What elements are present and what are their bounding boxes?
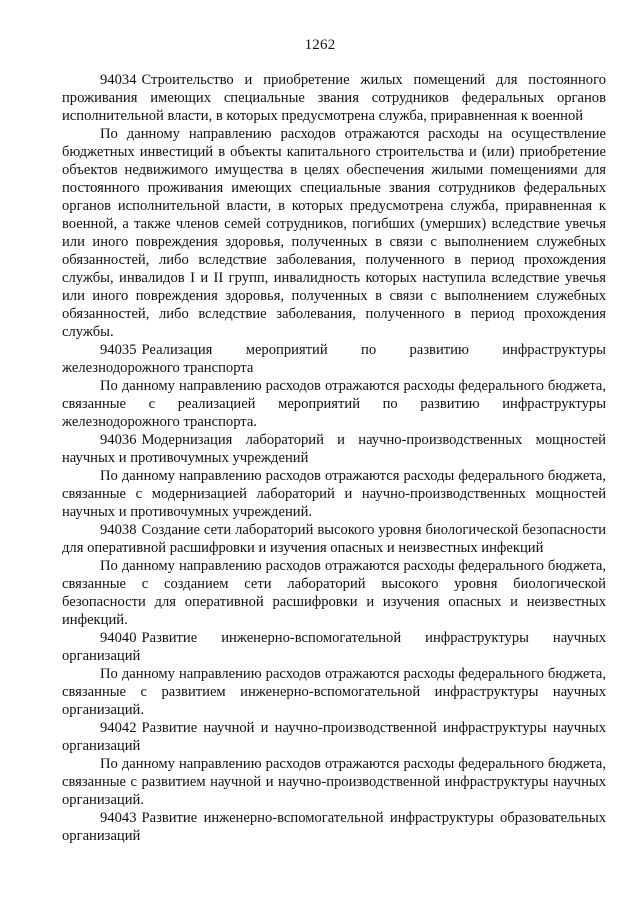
section-title: Развитие научной и научно-производственной инфраструктуры научных организаций xyxy=(62,720,606,754)
section-title: Реализация мероприятий по развитию инфраструктуры железнодорожного транспорта xyxy=(62,342,606,376)
section-heading-94042 xyxy=(62,719,606,755)
section-code: 94040 xyxy=(100,630,137,646)
section-heading-94035 xyxy=(62,341,606,377)
section-code: 94035 xyxy=(100,342,137,358)
section-title: Строительство и приобретение жилых помещений для постоянного проживания имеющих специальные звания сотрудников федеральных органов исполнительной власти, в которых предусмотрена служба, приравненная к военной xyxy=(62,72,606,124)
section-code: 94043 xyxy=(100,810,137,826)
section-title: Создание сети лабораторий высокого уровня биологической безопасности для оперативной расшифровки и изучения опасных и неизвестных инфекций xyxy=(62,522,606,556)
section-title: Модернизация лабораторий и научно-производственных мощностей научных и противочумных учреждений xyxy=(62,432,606,466)
section-description: По данному направлению расходов отражаются расходы федерального бюджета, связанные с развитием инженерно-вспомогательной инфраструктуры научных организаций. xyxy=(62,666,606,718)
page-number: 1262 xyxy=(304,37,336,53)
section-title: Развитие инженерно-вспомогательной инфраструктуры образовательных организаций xyxy=(62,810,606,844)
section-heading-94034 xyxy=(62,71,606,125)
section-code: 94042 xyxy=(100,720,137,736)
section-heading-94038 xyxy=(62,521,606,557)
section-description: По данному направлению расходов отражаются расходы федерального бюджета, связанные с модернизацией лабораторий и научно-производственных мощностей научных и противочумных учреждений. xyxy=(62,468,606,520)
section-heading-94040 xyxy=(62,629,606,665)
document-body xyxy=(62,71,606,845)
section-code: 94038 xyxy=(100,522,137,538)
section-code: 94034 xyxy=(100,72,137,88)
section-code: 94036 xyxy=(100,432,137,448)
section-title: Развитие инженерно-вспомогательной инфраструктуры научных организаций xyxy=(62,630,606,664)
section-heading-94036 xyxy=(62,431,606,467)
section-heading-94043 xyxy=(62,809,606,845)
section-description: По данному направлению расходов отражаются расходы федерального бюджета, связанные с развитием научной и научно-производственной инфраструктуры научных организаций. xyxy=(62,756,606,808)
section-description: По данному направлению расходов отражаются расходы федерального бюджета, связанные с реализацией мероприятий по развитию инфраструктуры железнодорожного транспорта. xyxy=(62,378,606,430)
section-description: По данному направлению расходов отражаются расходы федерального бюджета, связанные с созданием сети лабораторий высокого уровня биологической безопасности для оперативной расшифровки и изучения опасных и неизвестных инфекций. xyxy=(62,558,606,628)
section-description: По данному направлению расходов отражаются расходы на осуществление бюджетных инвестиций в объекты капитального строительства и (или) приобретение объектов недвижимого имущества в целях обеспечения жилыми помещениями для постоянного проживания имеющих специальные звания сотрудников федеральных органов исполнительной власти, в которых предусмотрена служба, приравненная к военной, а также членов семей сотрудников, погибших (умерших) вследствие увечья или иного повреждения здоровья, полученных в связи с выполнением служебных обязанностей, либо вследствие заболевания, полученного в период прохождения службы, инвалидов I и II групп, инвалидность которых наступила вследствие увечья или иного повреждения здоровья, полученных в связи с выполнением служебных обязанностей, либо вследствие заболевания, полученного в период прохождения службы. xyxy=(62,126,606,340)
